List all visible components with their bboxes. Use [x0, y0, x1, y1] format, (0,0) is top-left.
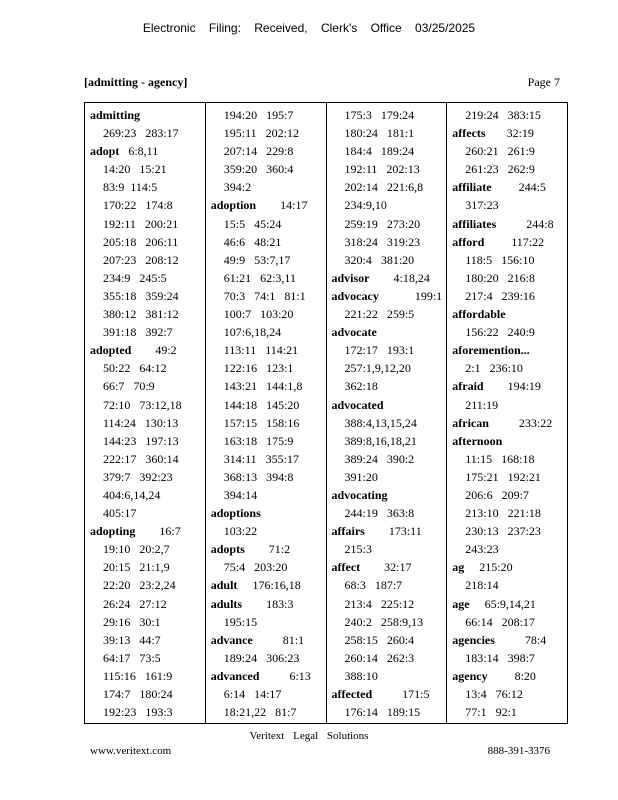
- index-range: [admitting - agency]: [84, 75, 188, 89]
- word-index-grid: [84, 102, 568, 724]
- index-locations-line: 213:10 221:18: [465, 506, 541, 521]
- index-locations-line: 217:4 239:16: [465, 288, 535, 303]
- index-locations-line: 206:6 209:7: [465, 487, 529, 502]
- index-term-entry: [452, 667, 567, 685]
- index-locations-line: 68:3 187:7: [344, 578, 403, 593]
- index-locations-line: 163:18 175:9: [223, 433, 294, 448]
- index-locations: 244:8: [496, 216, 554, 231]
- index-locations: 49:2: [131, 343, 177, 358]
- index-term-entry: [452, 432, 567, 450]
- index-term: advisor: [331, 270, 370, 285]
- index-term-entry: [452, 595, 567, 613]
- index-locations-line: 11:15 168:18: [465, 451, 535, 466]
- index-locations-line: 113:11 114:21: [223, 343, 299, 358]
- index-locations-line: 257:1,9,12,20: [344, 361, 411, 376]
- index-term: agencies: [452, 632, 495, 647]
- index-locations-line: 13:4 76:12: [465, 687, 523, 701]
- index-locations: 32:19: [485, 126, 534, 141]
- index-locations-line: 122:16 123:1: [223, 361, 294, 376]
- index-column-1: [85, 103, 206, 723]
- footer-website: www.veritext.com: [90, 745, 172, 757]
- index-locations-line: 318:24 319:23: [344, 234, 421, 249]
- index-column-4: [447, 103, 567, 723]
- index-locations: 244:5: [491, 180, 546, 195]
- index-locations-line: 192:11 200:21: [103, 216, 179, 231]
- index-locations-line: 404:6,14,24: [103, 487, 161, 502]
- index-locations-line: 391:18 392:7: [103, 325, 173, 340]
- index-locations-line: 15:5 45:24: [223, 216, 282, 231]
- index-term: adoptions: [210, 506, 261, 521]
- index-locations-line: 230:13 237:23: [465, 524, 541, 539]
- index-locations-line: 100:7 103:20: [223, 307, 294, 322]
- index-locations-line: 405:17: [103, 506, 137, 521]
- index-locations-line: 388:10: [344, 668, 378, 683]
- index-locations-line: 269:23 283:17: [103, 126, 179, 141]
- index-locations: 16:7: [135, 524, 181, 539]
- index-locations-line: 180:24 181:1: [344, 126, 415, 141]
- index-term: adopts: [210, 542, 245, 557]
- index-locations: 14:17: [256, 198, 308, 213]
- index-term: advocated: [331, 397, 384, 412]
- index-locations-line: 259:19 273:20: [344, 216, 421, 231]
- index-locations-line: 26:24 27:12: [103, 596, 167, 611]
- index-locations-line: 362:18: [344, 379, 378, 394]
- index-term-entry: [332, 522, 447, 540]
- index-locations-line: 115:16 161:9: [103, 668, 173, 683]
- index-column-3: [327, 103, 448, 723]
- index-locations-line: 205:18 206:11: [103, 234, 179, 249]
- filing-stamp: Electronic Filing: Received, Clerk's Office 03/25/2025: [142, 21, 476, 35]
- index-term: admitting: [90, 108, 141, 122]
- index-locations-line: 75:4 203:20: [223, 560, 288, 575]
- index-term-entry: [90, 341, 205, 359]
- index-term: agency: [452, 668, 488, 683]
- index-locations: 173:11: [364, 524, 422, 539]
- footer-phone: 888-391-3376: [487, 745, 550, 757]
- index-locations-line: 389:24 390:2: [344, 451, 415, 466]
- index-locations-line: 355:18 359:24: [103, 288, 179, 303]
- index-locations-line: 189:24 306:23: [223, 650, 300, 665]
- index-term-entry: [332, 287, 447, 305]
- index-term: affiliates: [452, 216, 497, 231]
- index-locations-line: 66:7 70:9: [103, 379, 155, 394]
- index-locations-line: 359:20 360:4: [223, 162, 294, 177]
- index-locations-line: 192:11 202:13: [344, 162, 420, 177]
- index-locations-line: 157:15 158:16: [223, 415, 300, 430]
- index-locations-line: 317:23: [465, 198, 499, 213]
- index-locations-line: 176:14 189:15: [344, 705, 421, 720]
- index-term: afraid: [452, 379, 484, 394]
- index-locations-line: 218:14: [465, 578, 499, 593]
- index-locations-line: 174:7 180:24: [103, 687, 173, 701]
- index-term-entry: [211, 196, 326, 214]
- index-locations: 81:1: [252, 632, 305, 647]
- index-locations-line: 184:4 189:24: [344, 144, 415, 159]
- index-locations-line: 61:21 62:3,11: [223, 270, 296, 285]
- index-locations-line: 103:22: [223, 524, 258, 539]
- index-term-entry: [452, 124, 567, 142]
- index-term-entry: [332, 396, 447, 414]
- index-locations: 32:17: [360, 560, 412, 575]
- index-locations-line: 114:24 130:13: [103, 415, 179, 430]
- index-locations-line: 260:21 261:9: [465, 144, 535, 159]
- index-locations-line: 219:24 383:15: [465, 108, 541, 122]
- index-locations-line: 46:6 48:21: [223, 234, 282, 249]
- index-locations-line: 2:1 236:10: [465, 361, 523, 376]
- index-locations-line: 66:14 208:17: [465, 614, 535, 629]
- footer-company: Veritext Legal Solutions: [249, 730, 369, 742]
- index-term-entry: [452, 178, 567, 196]
- index-locations: 71:2: [244, 542, 291, 557]
- index-locations-line: 183:14 398:7: [465, 650, 535, 665]
- index-locations-line: 234:9,10: [344, 198, 387, 213]
- index-term-entry: [452, 631, 567, 649]
- index-locations-line: 6:14 14:17: [223, 687, 282, 701]
- index-term: affects: [452, 126, 486, 141]
- index-locations: 183:3: [242, 596, 294, 611]
- index-locations-line: 77:1 92:1: [465, 705, 517, 720]
- index-locations-line: 50:22 64:12: [103, 361, 167, 376]
- index-locations: 199:1: [378, 288, 443, 303]
- index-term: ag: [452, 560, 465, 575]
- index-locations-line: 72:10 73:12,18: [103, 397, 182, 412]
- index-locations-line: 207:23 208:12: [103, 252, 179, 267]
- index-locations-line: 64:17 73:5: [103, 650, 161, 665]
- index-locations-line: 240:2 258:9,13: [344, 614, 424, 629]
- index-term: advocate: [331, 325, 377, 340]
- index-locations-line: 195:15: [223, 614, 258, 629]
- index-locations-line: 211:19: [465, 397, 499, 412]
- index-locations-line: 243:23: [465, 542, 499, 557]
- index-term: adopting: [90, 524, 136, 539]
- index-locations-line: 368:13 394:8: [223, 469, 294, 484]
- index-locations: 78:4: [494, 632, 547, 647]
- index-term-entry: [332, 486, 447, 504]
- index-term: affiliate: [452, 180, 492, 195]
- index-term-entry: [452, 341, 567, 359]
- index-term-entry: [452, 305, 567, 323]
- index-term-entry: [332, 558, 447, 576]
- index-term: afternoon: [452, 433, 503, 448]
- index-term-entry: [90, 522, 205, 540]
- index-term-entry: [452, 233, 567, 251]
- index-locations-line: 172:17 193:1: [344, 343, 415, 358]
- index-locations-line: 18:21,22 81:7: [223, 705, 297, 720]
- index-locations-line: 258:15 260:4: [344, 632, 415, 647]
- index-locations-line: 215:3: [344, 542, 372, 557]
- index-column-2: [206, 103, 327, 723]
- index-locations-line: 175:21 192:21: [465, 469, 541, 484]
- index-locations-line: 380:12 381:12: [103, 307, 179, 322]
- index-locations-line: 394:14: [223, 487, 258, 502]
- index-term: advocating: [331, 487, 388, 502]
- index-locations-line: 118:5 156:10: [465, 252, 535, 267]
- index-locations-line: 221:22 259:5: [344, 307, 415, 322]
- index-locations-line: 180:20 216:8: [465, 270, 535, 285]
- index-locations: 176:16,18: [237, 578, 301, 593]
- index-locations-line: 202:14 221:6,8: [344, 180, 424, 195]
- index-term: age: [452, 596, 470, 611]
- index-term: adopt: [90, 144, 120, 159]
- index-term: adult: [210, 578, 238, 593]
- index-term-entry: [332, 323, 447, 341]
- index-locations-line: 379:7 392:23: [103, 469, 173, 484]
- index-term-entry: [452, 377, 567, 395]
- index-term-entry: [90, 106, 205, 124]
- index-term: affect: [331, 560, 361, 575]
- index-term: adults: [210, 596, 243, 611]
- index-locations: 194:19: [483, 379, 541, 394]
- index-term-entry: [452, 558, 567, 576]
- index-locations-line: 22:20 23:2,24: [103, 578, 176, 593]
- index-locations-line: 388:4,13,15,24: [344, 415, 417, 430]
- index-term-entry: [211, 667, 326, 685]
- index-locations-line: 389:8,16,18,21: [344, 433, 417, 448]
- index-locations-line: 156:22 240:9: [465, 325, 535, 340]
- index-term-entry: [211, 595, 326, 613]
- index-locations-line: 260:14 262:3: [344, 650, 415, 665]
- index-locations-line: 234:9 245:5: [103, 270, 167, 285]
- index-locations: 4:18,24: [369, 270, 430, 285]
- index-locations-line: 314:11 355:17: [223, 451, 299, 466]
- index-locations-line: 391:20: [344, 469, 378, 484]
- index-locations-line: 320:4 381:20: [344, 252, 415, 267]
- index-locations: 6:13: [259, 668, 311, 683]
- index-locations-line: 170:22 174:8: [103, 198, 173, 213]
- index-locations-line: 144:18 145:20: [223, 397, 300, 412]
- index-locations: 233:22: [488, 415, 553, 430]
- index-term-entry: [90, 142, 205, 160]
- index-term: affairs: [331, 524, 365, 539]
- index-term: advocacy: [331, 288, 379, 303]
- index-locations-line: 194:20 195:7: [223, 108, 294, 122]
- index-locations-line: 49:9 53:7,17: [223, 252, 291, 267]
- page-number: Page 7: [527, 75, 560, 89]
- index-locations-line: 14:20 15:21: [103, 162, 167, 177]
- index-locations-line: 207:14 229:8: [223, 144, 294, 159]
- index-locations-line: 29:16 30:1: [103, 614, 161, 629]
- index-term: adopted: [90, 343, 132, 358]
- index-locations-line: 213:4 225:12: [344, 596, 415, 611]
- index-term: advance: [210, 632, 253, 647]
- index-locations-line: 107:6,18,24: [223, 325, 282, 340]
- index-term: afford: [452, 234, 485, 249]
- index-locations: 65:9,14,21: [469, 596, 536, 611]
- index-term-entry: [211, 631, 326, 649]
- index-locations-line: 244:19 363:8: [344, 506, 415, 521]
- index-locations-line: 144:23 197:13: [103, 433, 179, 448]
- index-locations-line: 222:17 360:14: [103, 451, 179, 466]
- index-locations: 6:8,11: [119, 144, 159, 159]
- index-locations: 117:22: [484, 234, 545, 249]
- index-locations-line: 39:13 44:7: [103, 632, 161, 647]
- index-term: aforemention...: [452, 343, 530, 358]
- index-term-entry: [211, 576, 326, 594]
- index-locations-line: 83:9 114:5: [103, 180, 158, 195]
- index-locations-line: 19:10 20:2,7: [103, 542, 170, 557]
- index-locations-line: 70:3 74:1 81:1: [223, 288, 306, 303]
- index-locations-line: 195:11 202:12: [223, 126, 299, 141]
- index-locations: 171:5: [372, 687, 430, 701]
- index-term: adoption: [210, 198, 257, 213]
- index-locations-line: 143:21 144:1,8: [223, 379, 303, 394]
- index-term-entry: [332, 269, 447, 287]
- index-locations: 215:20: [464, 560, 513, 575]
- index-term: african: [452, 415, 489, 430]
- index-term-entry: [211, 540, 326, 558]
- index-locations-line: 192:23 193:3: [103, 705, 173, 720]
- index-locations-line: 261:23 262:9: [465, 162, 535, 177]
- index-locations-line: 175:3 179:24: [344, 108, 415, 122]
- index-term: affected: [331, 687, 373, 701]
- index-term-entry: [211, 504, 326, 522]
- index-term: advanced: [210, 668, 260, 683]
- index-term: affordable: [452, 307, 506, 322]
- index-term-entry: [452, 414, 567, 432]
- index-term-entry: [332, 685, 447, 703]
- index-locations-line: 394:2: [223, 180, 252, 195]
- index-locations: 8:20: [487, 668, 536, 683]
- index-locations-line: 20:15 21:1,9: [103, 560, 170, 575]
- index-term-entry: [452, 215, 567, 233]
